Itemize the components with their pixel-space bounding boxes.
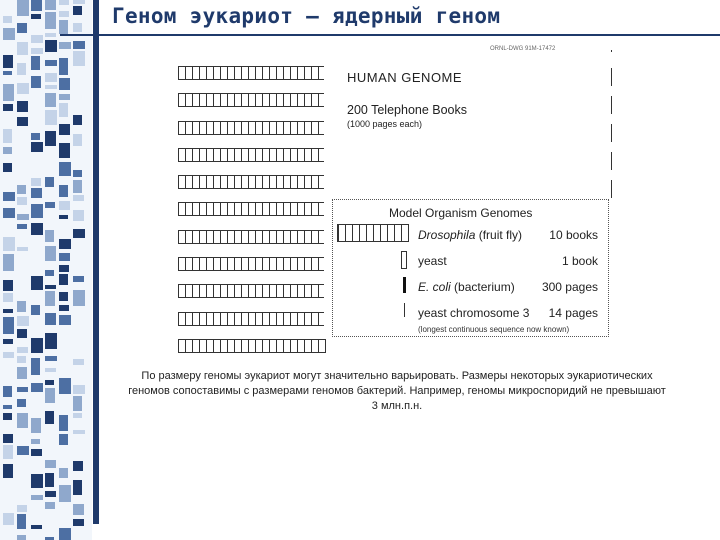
strip-band (45, 202, 55, 208)
strip-band (3, 513, 14, 525)
strip-band (3, 237, 15, 251)
strip-band (45, 368, 56, 372)
strip-band (45, 380, 54, 385)
strip-band (73, 519, 84, 526)
strip-band (17, 117, 28, 126)
strip-band (31, 204, 43, 218)
vertical-divider (93, 0, 99, 524)
strip-band (17, 301, 26, 312)
phonebook-row (178, 121, 324, 135)
strip-band (31, 188, 42, 198)
strip-band (59, 11, 69, 17)
strip-band (45, 333, 57, 349)
strip-band (73, 413, 82, 418)
figure-border-segment (611, 152, 612, 170)
strip-band (45, 33, 56, 37)
organism-count: 1 book (561, 254, 598, 268)
strip-band (59, 94, 70, 100)
strip-band (59, 415, 68, 431)
phonebook-row (178, 284, 324, 298)
strip-band (59, 315, 71, 325)
strip-band (59, 485, 71, 502)
strip-band (59, 185, 68, 197)
strip-band (73, 41, 85, 49)
strip-band (73, 195, 84, 201)
strip-band (31, 35, 43, 43)
strip-band (45, 388, 55, 403)
strip-band (73, 480, 82, 495)
strip-band (3, 293, 13, 302)
strip-band (31, 0, 42, 11)
model-organism-box (332, 199, 609, 337)
strip-band (59, 215, 68, 219)
strip-band (59, 292, 68, 301)
strip-band (17, 23, 27, 33)
figure-border-segment (611, 180, 612, 198)
strip-band (45, 85, 57, 89)
strip-band (31, 305, 40, 315)
strip-band (73, 0, 85, 4)
slide-title: Геном эукариот – ядерный геном (112, 4, 501, 28)
organism-name: yeast (418, 254, 447, 268)
strip-band (3, 28, 15, 40)
strip-band (17, 83, 29, 94)
strip-band (73, 229, 85, 238)
strip-band (31, 276, 43, 290)
strip-band (45, 230, 54, 242)
strip-band (17, 514, 26, 529)
strip-band (59, 528, 71, 540)
strip-band (17, 347, 28, 353)
strip-band (3, 405, 12, 409)
figure-border-tick (611, 50, 612, 52)
phonebook-row (178, 66, 324, 80)
strip-band (17, 0, 29, 16)
strip-band (45, 131, 56, 146)
strip-band (59, 239, 71, 249)
strip-band (17, 42, 28, 55)
strip-band (17, 399, 26, 407)
figure-border-segment (611, 124, 612, 142)
strip-band (31, 439, 40, 444)
strip-band (45, 73, 57, 82)
strip-band (17, 224, 27, 229)
strip-band (73, 210, 84, 221)
strip-band (17, 505, 27, 512)
strip-band (3, 386, 12, 397)
strip-band (3, 55, 13, 68)
strip-band (59, 0, 69, 5)
strip-band (17, 387, 28, 392)
model-footnote: (longest continuous sequence now known) (418, 325, 570, 334)
strip-band (73, 359, 84, 365)
slide-caption: По размеру геномы эукариот могут значительно варьировать. Размеры некоторых эукариотических геномов сопоставимы с размерами геномов бактерий. Например, геномы микроспоридий не превышают 3 млн.п.н. (128, 370, 666, 412)
strip-band (45, 460, 56, 468)
phonebook-row (178, 148, 324, 162)
genome-size-figure (170, 44, 620, 344)
title-underline (60, 34, 720, 36)
phonebook-row (178, 93, 324, 107)
strip-band (59, 103, 68, 117)
strip-band (31, 338, 43, 353)
phonebook-row (178, 312, 324, 326)
figure-border-segment (611, 96, 612, 114)
strip-band (3, 208, 15, 218)
strip-band (45, 502, 55, 509)
human-genome-note: (1000 pages each) (347, 119, 423, 129)
strip-band (45, 473, 54, 487)
strip-band (45, 93, 56, 107)
organism-name: Drosophila (418, 228, 476, 242)
strip-band (17, 63, 26, 75)
strip-band (45, 313, 56, 325)
strip-band (3, 192, 15, 201)
strip-band (59, 78, 70, 90)
strip-band (3, 71, 12, 75)
strip-band (17, 101, 28, 112)
strip-band (45, 285, 56, 289)
strip-band (3, 445, 13, 459)
strip-band (73, 115, 82, 125)
strip-band (3, 339, 13, 344)
strip-band (45, 356, 57, 361)
strip-band (3, 309, 13, 313)
strip-band (45, 291, 55, 306)
strip-band (3, 352, 14, 358)
organism-count: 10 books (549, 228, 598, 242)
strip-band (31, 76, 41, 88)
strip-band (59, 274, 68, 285)
strip-band (73, 276, 84, 282)
strip-band (31, 14, 41, 19)
phonebook-row (178, 257, 324, 271)
organism-count: 14 pages (548, 306, 598, 320)
strip-band (73, 385, 85, 394)
strip-band (45, 270, 54, 276)
strip-band (59, 201, 70, 210)
strip-band (59, 468, 68, 478)
strip-band (73, 430, 85, 434)
strip-band (3, 129, 12, 143)
strip-band (45, 491, 56, 497)
strip-band (17, 446, 29, 455)
strip-band (3, 254, 14, 271)
strip-band (59, 305, 69, 311)
phonebook-row (178, 175, 324, 189)
strip-band (73, 170, 82, 177)
strip-band (31, 178, 41, 186)
figure-border-segment (611, 68, 612, 86)
strip-band (73, 6, 82, 15)
organism-name-extra: (fruit fly) (475, 228, 523, 242)
strip-band (31, 133, 40, 140)
strip-band (59, 58, 68, 75)
strip-band (3, 317, 14, 334)
human-genome-title: HUMAN GENOME (347, 70, 463, 85)
strip-band (31, 48, 43, 54)
strip-band (31, 383, 43, 392)
organism-name: E. coli (418, 280, 451, 294)
strip-band (59, 434, 68, 445)
strip-band (59, 162, 71, 176)
strip-band (3, 464, 13, 478)
strip-band (17, 367, 27, 379)
phonebook-row (178, 339, 326, 353)
organism-name: yeast chromosome 3 (418, 306, 530, 320)
strip-band (45, 411, 54, 424)
strip-band (73, 396, 82, 411)
strip-band (3, 16, 12, 23)
strip-band (31, 358, 40, 375)
strip-band (45, 177, 54, 187)
strip-band (31, 495, 43, 500)
strip-band (59, 265, 69, 272)
phonebook-row (178, 202, 324, 216)
strip-band (31, 449, 42, 456)
decorative-dna-strip (0, 0, 92, 540)
strip-band (17, 356, 26, 363)
strip-band (59, 253, 70, 261)
strip-band (17, 214, 29, 220)
strip-band (3, 147, 12, 154)
strip-band (31, 418, 41, 433)
strip-band (31, 223, 43, 235)
strip-band (31, 56, 40, 70)
strip-band (3, 434, 13, 443)
strip-band (3, 413, 12, 420)
strip-band (59, 42, 71, 49)
strip-band (59, 124, 70, 135)
human-genome-subtitle: 200 Telephone Books (347, 103, 468, 117)
strip-band (73, 461, 83, 471)
strip-band (17, 413, 28, 428)
model-organism-title: Model Organism Genomes (389, 206, 533, 220)
strip-band (73, 290, 85, 306)
strip-band (3, 104, 13, 111)
strip-band (17, 329, 27, 338)
figure-code: ORNL-DWG 91M-17472 (490, 46, 556, 52)
strip-band (73, 134, 82, 146)
strip-band (31, 474, 43, 488)
strip-band (31, 142, 43, 152)
strip-band (31, 525, 42, 529)
organism-name-extra: (bacterium) (450, 280, 515, 294)
phonebook-row (178, 230, 324, 244)
strip-band (3, 280, 13, 291)
strip-band (3, 163, 12, 172)
strip-band (17, 197, 27, 205)
strip-band (17, 316, 29, 326)
strip-band (45, 246, 56, 261)
strip-band (45, 110, 57, 125)
strip-band (73, 23, 82, 32)
strip-band (59, 20, 68, 34)
strip-band (73, 180, 82, 193)
phonebook-rows (178, 66, 324, 366)
strip-band (17, 535, 26, 540)
strip-band (45, 12, 56, 29)
strip-band (45, 40, 57, 52)
strip-band (45, 0, 56, 10)
strip-band (45, 60, 57, 66)
strip-band (59, 378, 71, 394)
strip-band (59, 143, 70, 158)
strip-band (73, 51, 85, 66)
strip-band (73, 504, 84, 515)
strip-band (17, 247, 28, 251)
strip-band (3, 84, 14, 101)
strip-band (17, 185, 26, 194)
organism-count: 300 pages (541, 280, 598, 294)
